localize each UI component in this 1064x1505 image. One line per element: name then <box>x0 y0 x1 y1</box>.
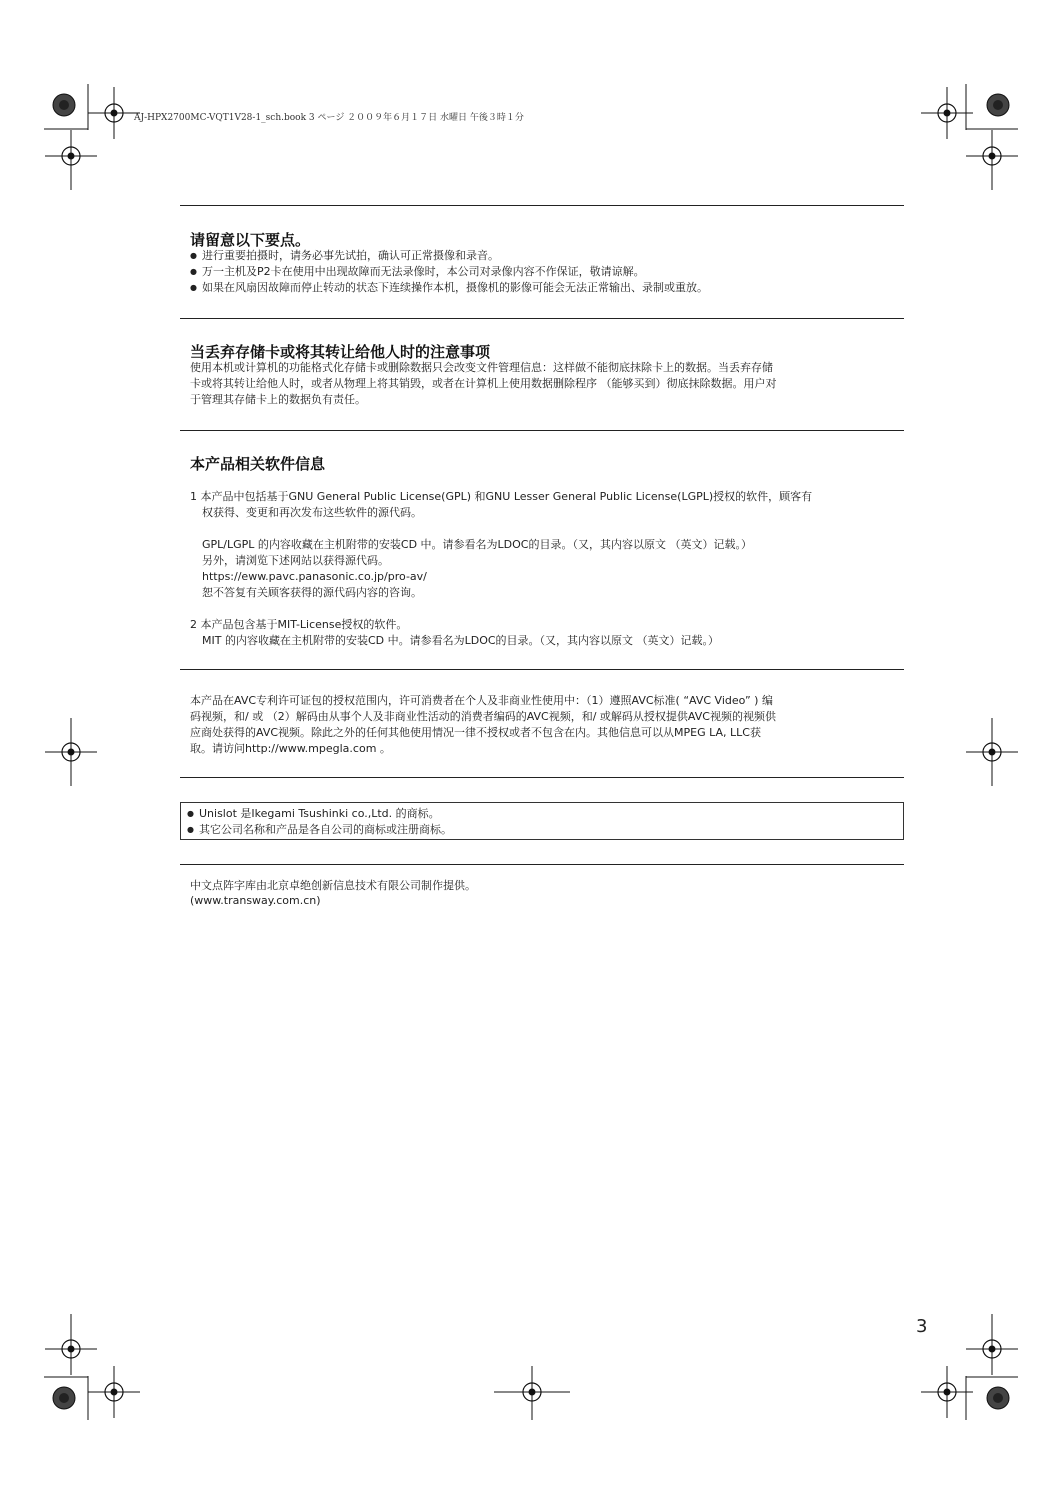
book-header-info: AJ-HPX2700MC-VQT1V28-1_sch.book 3 ページ ２００９年６月１７日 水曜日 午後３時１分 <box>134 113 524 123</box>
software-detail-line-1: GPL/LGPL 的内容收藏在主机附带的安装CD 中。请参看名为LDOC的目录。（又，其内容以原文 （英文）记载。） <box>202 538 752 551</box>
software-title: 本产品相关软件信息 <box>190 455 326 473</box>
registration-mark-bottom-left <box>88 1366 140 1418</box>
disposal-title: 当丢弃存储卡或将其转让给他人时的注意事项 <box>190 343 491 361</box>
attention-bullet-1: ● 进行重要拍摄时，请务必事先试拍，确认可正常摄像和录音。 <box>202 248 499 264</box>
star-target-top-right <box>987 94 1009 116</box>
disposal-line-2: 卡或将其转让给他人时，或者从物理上将其销毁，或者在计算机上使用数据删除程序 （能够买到）彻底抹除数据。用户对 <box>190 377 777 390</box>
section-divider <box>180 669 904 670</box>
font-credit-line-1: 中文点阵字库由北京卓绝创新信息技术有限公司制作提供。 <box>190 879 476 892</box>
section-divider <box>180 205 904 206</box>
star-target-bottom-left <box>53 1387 75 1409</box>
font-credit-url: (www.transway.com.cn) <box>190 894 321 907</box>
section-divider <box>180 864 904 865</box>
avc-line-3: 应商处获得的AVC视频。除此之外的任何其他使用情况一律不授权或者不包含在内。其他信息可以从MPEG LA, LLC获 <box>190 726 761 739</box>
disposal-line-1: 使用本机或计算机的功能格式化存储卡或删除数据只会改变文件管理信息：这样做不能彻底抹除卡上的数据。当丢弃存储 <box>190 361 773 374</box>
software-detail-line-4: 恕不答复有关顾客获得的源代码内容的咨询。 <box>202 586 422 599</box>
star-target-bottom-right <box>987 1387 1009 1409</box>
software-item2-line-2: MIT 的内容收藏在主机附带的安装CD 中。请参看名为LDOC的目录。（又，其内容以原文 （英文）记载。） <box>202 634 720 647</box>
attention-bullet-2: ● 万一主机及P2卡在使用中出现故障而无法录像时，本公司对录像内容不作保证，敬请谅解。 <box>202 264 645 280</box>
attention-bullet-3: ● 如果在风扇因故障而停止转动的状态下连续操作本机，摄像机的影像可能会无法正常输出、录制或重放。 <box>202 280 708 296</box>
star-target-top-left <box>53 94 75 116</box>
software-item2-line-1: 2 本产品包含基于MIT-License授权的软件。 <box>190 618 408 631</box>
software-item1-line-2: 权获得、变更和再次发布这些软件的源代码。 <box>202 506 422 519</box>
section-divider <box>180 777 904 778</box>
section-divider <box>180 318 904 319</box>
software-detail-line-2: 另外，请浏览下述网站以获得源代码。 <box>202 554 389 567</box>
attention-title: 请留意以下要点。 <box>190 231 311 249</box>
trademark-bullet-2: ● 其它公司名称和产品是各自公司的商标或注册商标。 <box>199 822 452 838</box>
page-number: 3 <box>916 1316 928 1337</box>
trademark-bullet-1: ● Unislot 是Ikegami Tsushinki co.,Ltd. 的商标。 <box>199 806 440 822</box>
section-divider <box>180 430 904 431</box>
software-source-url: https://eww.pavc.panasonic.co.jp/pro-av/ <box>202 570 427 583</box>
software-item1-line-1: 1 本产品中包括基于GNU General Public License(GPL) 和GNU Lesser General Public License(LGPL)授权的软件，顾客有 <box>190 490 813 503</box>
avc-line-1: 本产品在AVC专利许可证包的授权范围内，许可消费者在个人及非商业性使用中：（1）遵照AVC标准( “AVC Video” ) 编 <box>190 694 773 707</box>
registration-mark-top-left <box>88 87 140 139</box>
avc-line-2: 码视频，和/ 或 （2）解码由从事个人及非商业性活动的消费者编码的AVC视频，和/ 或解码从授权提供AVC视频的视频供 <box>190 710 776 723</box>
disposal-line-3: 于管理其存储卡上的数据负有责任。 <box>190 393 366 406</box>
avc-line-4: 取。请访问http://www.mpegla.com 。 <box>190 742 391 755</box>
registration-mark-bottom-right <box>921 1366 973 1418</box>
registration-mark-top-right <box>921 87 973 139</box>
